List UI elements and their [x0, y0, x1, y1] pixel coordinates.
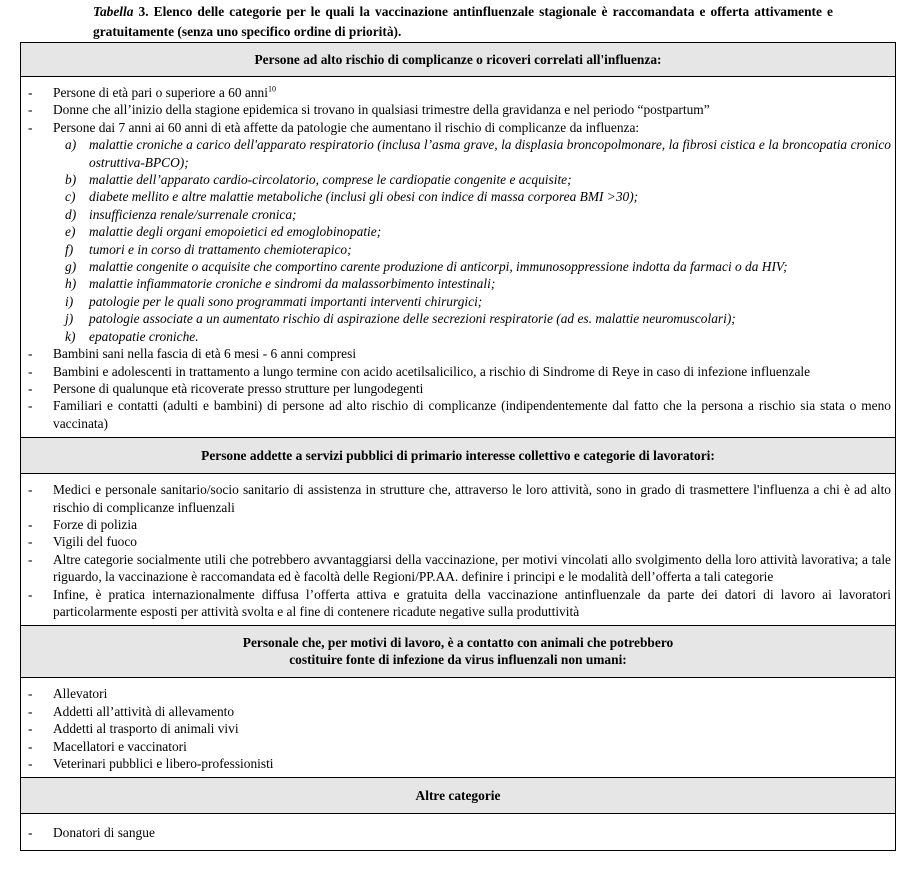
- caption-label: Tabella: [93, 4, 134, 19]
- bullet-dash: -: [28, 534, 33, 550]
- list-item: - Allevatori: [28, 686, 108, 702]
- section-header-line: costituire fonte di infezione da virus influenzali non umani:: [289, 652, 627, 668]
- bullet-dash: -: [28, 721, 33, 737]
- sub-item: g) malattie congenite o acquisite che comportino carente produzione di anticorpi, immunosoppressione indotta da farmaci o da HIV;: [65, 259, 788, 275]
- sub-item: a) malattie croniche a carico dell'apparato respiratorio (inclusa l’asma grave, la displasia broncopolmonare, la fibrosi cistica e la broncopatia cronico ostruttiva-BPCO);: [65, 137, 891, 170]
- section-body-public-services: [21, 474, 895, 626]
- list-item: - Bambini e adolescenti in trattamento a lungo termine con acido acetilsalicilico, a rischio di Sindrome di Reye in caso di infezione influenzale: [28, 363, 811, 379]
- bullet-dash: -: [28, 380, 33, 396]
- sub-item: b) malattie dell’apparato cardio-circolatorio, comprese le cardiopatie congenite e acquisite;: [65, 172, 572, 188]
- section-header-line: Personale che, per motivi di lavoro, è a contatto con animali che potrebbero: [242, 635, 674, 651]
- sub-item: e) malattie degli organi emopoietici ed emoglobinopatie;: [65, 224, 382, 240]
- bullet-dash: -: [28, 686, 33, 702]
- bullet-dash: -: [28, 398, 33, 414]
- list-item: - Macellatori e vaccinatori: [28, 738, 187, 754]
- sub-item: c) diabete mellito e altre malattie metaboliche (inclusi gli obesi con indice di massa corporea BMI >30);: [65, 189, 639, 205]
- table-caption: [93, 2, 833, 42]
- list-item: - Bambini sani nella fascia di età 6 mesi - 6 anni compresi: [28, 346, 357, 362]
- sub-item: d) insufficienza renale/surrenale cronica;: [65, 206, 297, 222]
- bullet-dash: -: [28, 738, 33, 754]
- list-item: - Addetti al trasporto di animali vivi: [28, 721, 239, 737]
- bullet-dash: -: [28, 119, 33, 135]
- bullet-dash: -: [28, 756, 33, 771]
- list-item: - Donatori di sangue: [28, 825, 155, 841]
- sub-item: i) patologie per le quali sono programmati importanti interventi chirurgici;: [65, 293, 483, 309]
- list-item: - Infine, è pratica internazionalmente diffusa l’offerta attiva e gratuita della vaccinazione antinfluenzale da parte dei datori di lavoro ai lavoratori particolarmente esposti per attività svolta e al fine di contenere ricadute negative sulla produttività: [28, 586, 891, 619]
- list-item: - Persone di qualunque età ricoverate presso strutture per lungodegenti: [28, 380, 424, 396]
- bullet-dash: -: [28, 482, 33, 498]
- caption-number: 3.: [138, 4, 149, 19]
- bullet-dash: -: [28, 516, 33, 532]
- list-item: - Vigili del fuoco: [28, 534, 137, 550]
- categories-table: [20, 42, 896, 851]
- bullet-dash: -: [28, 346, 33, 362]
- section-header-animal-contact: [21, 626, 895, 678]
- list-item: - Forze di polizia: [28, 516, 138, 532]
- section-header-public-services: Persone addette a servizi pubblici di primario interesse collettivo e categorie di lavoratori:: [21, 438, 895, 474]
- sub-item: h) malattie infiammatorie croniche e sindromi da malassorbimento intestinali;: [65, 276, 496, 292]
- sub-item: k) epatopatie croniche.: [65, 328, 199, 344]
- footnote-ref: 10: [267, 84, 276, 94]
- bullet-dash: -: [28, 102, 33, 118]
- bullet-dash: -: [28, 85, 33, 100]
- sub-item: j) patologie associate a un aumentato rischio di aspirazione delle secrezioni respiratorie (ad es. malattie neuromuscolari);: [65, 311, 736, 327]
- bullet-dash: -: [28, 825, 33, 841]
- bullet-dash: -: [28, 703, 33, 719]
- list-item: - Addetti all’attività di allevamento: [28, 703, 235, 719]
- bullet-dash: -: [28, 586, 33, 602]
- list-item: - Persone di età pari o superiore a 60 anni$^{10}$: [28, 84, 276, 100]
- bullet-dash: -: [28, 363, 33, 379]
- list-item: - Persone dai 7 anni ai 60 anni di età affette da patologie che aumentano il rischio di complicanze da influenza:: [28, 119, 640, 135]
- list-item: - Veterinari pubblici e libero-professionisti: [28, 756, 274, 771]
- section-body-other: [21, 814, 895, 849]
- sub-item: f) tumori e in corso di trattamento chemioterapico;: [65, 241, 352, 257]
- list-item: - Medici e personale sanitario/socio sanitario di assistenza in strutture che, attraverso le loro attività, sono in grado di trasmettere l'influenza a chi è ad alto rischio di complicanze influenzali: [28, 482, 891, 515]
- bullet-dash: -: [28, 551, 33, 567]
- section-header-other: Altre categorie: [21, 778, 895, 814]
- section-body-high-risk: [21, 77, 895, 438]
- list-item: - Familiari e contatti (adulti e bambini) di persone ad alto rischio di complicanze (indipendentemente dal fatto che la persona a rischio sia stata o meno vaccinata): [28, 398, 891, 431]
- caption-text: Elenco delle categorie per le quali la vaccinazione antinfluenzale stagionale è raccomandata e offerta attivamente e gratuitamente (senza uno specifico ordine di priorità).: [93, 4, 833, 39]
- list-item: - Donne che all’inizio della stagione epidemica si trovano in qualsiasi trimestre della gravidanza e nel periodo “postpartum”: [28, 102, 710, 118]
- section-header-high-risk: Persone ad alto rischio di complicanze o ricoveri correlati all'influenza:: [21, 43, 895, 77]
- section-body-animal-contact: [21, 678, 895, 778]
- list-item: - Altre categorie socialmente utili che potrebbero avvantaggiarsi della vaccinazione, per motivi vincolati allo svolgimento della loro attività lavorativa; a tale riguardo, la vaccinazione è raccomandata ed è facoltà delle Regioni/PP.AA. definire i principi e le modalità dell’offerta a tali categorie: [28, 551, 891, 585]
